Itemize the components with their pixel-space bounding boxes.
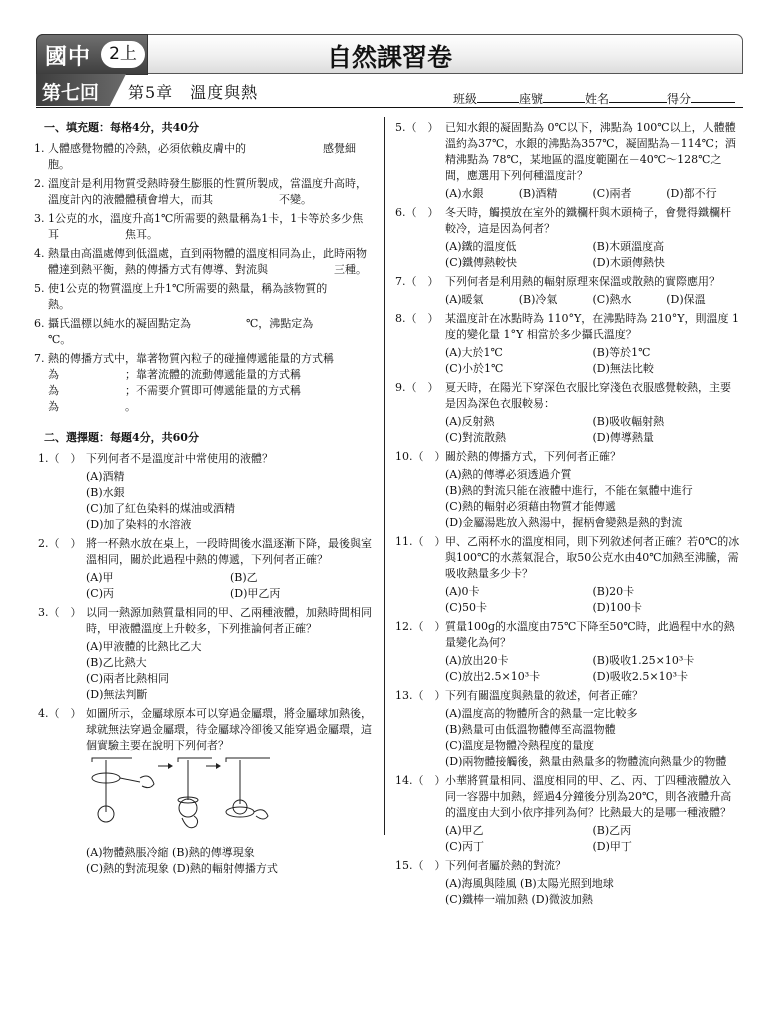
grade-pill: 2上 [101, 41, 145, 68]
answer-option: (A)水銀 [445, 187, 484, 200]
answer-option: (B)水銀 [86, 486, 125, 499]
question-text: 將一杯熱水放在桌上，一段時間後水溫逐漸下降，最後與室溫相同，關於此過程中熱的傳遞，下列何者正確？ [86, 537, 372, 566]
answer-option: (B)熱的對流只能在液體中進行，不能在氣體中進行 [445, 484, 693, 497]
mc-question [395, 311, 740, 343]
question-number: 4.（ ） [38, 707, 82, 720]
mc-question [395, 120, 740, 184]
answer-option: (B)冷氣 [518, 293, 558, 306]
info-field-blank [543, 91, 585, 103]
answer-options [445, 414, 740, 446]
answer-options [86, 639, 374, 703]
fill-question [34, 351, 374, 415]
left-column [34, 120, 394, 880]
answer-option: (A)熱的傳導必須透過介質 [445, 468, 572, 481]
question-text: 熱量由高溫處傳到低溫處，直到兩物體的溫度相同為止，此時兩物體達到熱平衡，熱的傳播方式有傳導、對流與 三種。 [48, 247, 367, 276]
answer-option: (C)放出2.5×10³卡 [445, 670, 541, 683]
header-sub-bar [36, 74, 743, 108]
paper-title: 自然課習卷 [326, 43, 452, 72]
question-text: 已知水銀的凝固點為 0℃以下，沸點為 100℃以上，人體體溫約為37℃，水銀的沸點為357℃，凝固點為－114℃；酒精沸點為 78℃，某地區的溫度範圍在－40℃～128℃之間，應選用下列何種溫度計？ [445, 121, 736, 182]
question-number: 2.（ ） [38, 537, 82, 550]
answer-option: (D)吸收2.5×10³卡 [592, 670, 689, 683]
fill-question [34, 141, 374, 173]
answer-option: (C)兩者比熱相同 [86, 672, 169, 685]
question-text: 使1公克的物質溫度上升1℃所需要的熱量，稱為該物質的 熱。 [48, 282, 394, 311]
answer-option: (A)反射熱 [445, 415, 495, 428]
answer-option: (C)熱的對流現象 (D)熱的輻射傳播方式 [86, 862, 278, 875]
question-number: 4. [34, 247, 45, 260]
question-number: 2. [34, 177, 45, 190]
fill-question [34, 176, 374, 208]
answer-option: (D)木頭傳熱快 [592, 256, 665, 269]
answer-option: (C)鐵傳熱較快 [445, 256, 517, 269]
answer-options [86, 845, 374, 877]
mc-question [395, 688, 740, 704]
mc-question [34, 536, 374, 568]
answer-option: (D)金屬湯匙放入熱湯中，握柄會變熱是熱的對流 [445, 516, 683, 529]
answer-options [86, 570, 374, 602]
question-text: 甲、乙兩杯水的溫度相同，則下列敘述何者正確？若0℃的冰與100℃的水蒸氣混合，取50公克水由40℃加熱至沸騰，需吸收熱量多少卡？ [445, 535, 740, 580]
answer-option: (C)熱的輻射必須藉由物質才能傳遞 [445, 500, 616, 513]
fill-question [34, 246, 374, 278]
answer-option: (B)20卡 [592, 585, 635, 598]
answer-option: (C)熱水 [592, 293, 632, 306]
answer-option: (D)兩物體接觸後，熱量由熱量多的物體流向熱量少的物體 [445, 755, 727, 768]
answer-option: (C)加了紅色染料的煤油或酒精 [86, 502, 235, 515]
answer-option: (D)加了染料的水溶液 [86, 518, 192, 531]
question-text: 下列有關溫度與熱量的敘述，何者正確？ [445, 689, 643, 702]
grade-label: 國中 [45, 45, 92, 70]
arrow-head [216, 763, 221, 769]
question-number: 7.（ ） [395, 275, 439, 288]
question-text: 質量100g的水溫度由75℃下降至50℃時，此過程中水的熱量變化為何？ [445, 620, 735, 649]
question-text: 如圖所示，金屬球原本可以穿過金屬環，將金屬球加熱後，球就無法穿過金屬環，待金屬球冷卻後又能穿過金屬環，這個實驗主要在說明下列何者？ [86, 707, 372, 752]
info-field-label: 座號 [518, 92, 543, 106]
info-field-label: 得分 [666, 92, 691, 106]
answer-option: (A)0卡 [445, 585, 480, 598]
answer-option: (C)兩者 [592, 187, 632, 200]
answer-option: (C)溫度是物體冷熱程度的量度 [445, 739, 594, 752]
mc-question [395, 619, 740, 651]
question-text: 熱的傳播方式中，靠著物質內粒子的碰撞傳遞能量的方式稱為 ；靠著流體的流動傳遞能量的方式稱為 ；不需要介質即可傳遞能量的方式稱為 。 [48, 352, 334, 413]
answer-option: (A)物體熱脹冷縮 (B)熱的傳導現象 [86, 846, 255, 859]
answer-option: (A)甲乙 [445, 824, 484, 837]
question-number: 1. [34, 142, 45, 155]
student-info-fields [453, 90, 735, 107]
info-field-label: 姓名 [584, 92, 609, 106]
question-text: 下列何者屬於熱的對流？ [445, 859, 566, 872]
question-number: 3. [34, 212, 45, 225]
answer-option: (D)無法判斷 [86, 688, 148, 701]
answer-option: (A)甲 [86, 571, 114, 584]
answer-option: (C)對流散熱 [445, 431, 506, 444]
question-number: 8.（ ） [395, 312, 439, 325]
answer-options [445, 239, 740, 271]
answer-option: (A)鐵的溫度低 [445, 240, 517, 253]
question-text: 溫度計是利用物質受熱時發生膨脹的性質所製成，當溫度升高時，溫度計內的液體體積會增大，而其 不變。 [48, 177, 367, 206]
metal-ring [226, 807, 254, 817]
answer-option: (A)海風與陸風 (B)太陽光照到地球 [445, 877, 614, 890]
answer-option: (A)大於1℃ [445, 346, 503, 359]
mc-question [34, 605, 374, 637]
question-number: 6.（ ） [395, 206, 439, 219]
mc-question [395, 380, 740, 412]
question-text: 夏天時，在陽光下穿深色衣服比穿淺色衣服感覺較熱，主要是因為深色衣服較易： [445, 381, 731, 410]
question-number: 12.（ ） [395, 620, 446, 633]
answer-option: (D)無法比較 [592, 362, 654, 375]
answer-option: (B)吸收輻射熱 [592, 415, 665, 428]
answer-option: (C)鐵棒一端加熱 (D)微波加熱 [445, 893, 593, 906]
hand-icon [140, 776, 154, 788]
answer-options [445, 584, 740, 616]
question-text: 小華將質量相同、溫度相同的甲、乙、丙、丁四種液體放入同一容器中加熱，經過4分鐘後分別為20℃，則各液體升高的溫度由大到小依序排列為何？比熱最大的是哪一種液體？ [445, 774, 732, 819]
question-text: 1公克的水，溫度升高1℃所需要的熱量稱為1卡，1卡等於多少焦耳 焦耳。 [48, 212, 364, 241]
question-text: 下列何者是利用熱的輻射原理來保溫或散熱的實際應用？ [445, 275, 720, 288]
mc-question [395, 449, 740, 465]
answer-option: (B)等於1℃ [592, 346, 651, 359]
answer-option: (A)甲液體的比熱比乙大 [86, 640, 202, 653]
mc-question [395, 534, 740, 582]
fill-question [34, 316, 380, 348]
mc-question [34, 451, 374, 467]
heated-ball [179, 799, 197, 817]
round-label: 第七回 [42, 82, 100, 104]
mc-question-list-right [395, 120, 740, 908]
answer-option: (D)傳導熱量 [592, 431, 654, 444]
question-text: 以同一熱源加熱質量相同的甲、乙兩種液體，加熱時間相同時，甲液體溫度上升較多，下列推論何者正確？ [86, 606, 372, 635]
header-rule [36, 107, 743, 108]
stand-bar [178, 758, 212, 762]
question-text: 某溫度計在冰點時為 110°Y，在沸點時為 210°Y，則溫度 1 度的變化量 1°Y 相當於多少攝氏溫度？ [445, 312, 740, 341]
header-title-bar [36, 34, 743, 74]
answer-options [445, 345, 740, 377]
info-field-label: 班級 [452, 92, 477, 106]
question-number: 7. [34, 352, 45, 365]
answer-option: (D)保溫 [666, 293, 706, 306]
answer-option: (C)丙丁 [445, 840, 484, 853]
question-number: 15.（ ） [395, 859, 446, 872]
info-field-blank [609, 91, 667, 103]
fill-question [34, 281, 394, 313]
answer-options [86, 469, 374, 533]
answer-option: (D)100卡 [592, 601, 642, 614]
answer-options [445, 292, 740, 308]
hand-icon [254, 810, 268, 819]
answer-option: (D)都不行 [666, 187, 717, 200]
question-number: 13.（ ） [395, 689, 446, 702]
mc-question [395, 858, 740, 874]
answer-options [445, 653, 740, 685]
answer-option: (C)小於1℃ [445, 362, 504, 375]
answer-option: (B)木頭溫度高 [592, 240, 665, 253]
answer-option: (B)熱量可由低溫物體傳至高溫物體 [445, 723, 616, 736]
question-number: 11.（ ） [395, 535, 446, 548]
mc-question [395, 205, 740, 237]
question-text: 冬天時，觸摸放在室外的鐵欄杆與木頭椅子，會覺得鐵欄杆較冷，這是因為何者？ [445, 206, 731, 235]
mc-section-title: 二、選擇題：每題4分，共60分 [44, 431, 199, 444]
question-number: 10.（ ） [395, 450, 446, 463]
answer-options [445, 706, 740, 770]
mc-question [395, 773, 740, 821]
answer-option: (C)丙 [86, 587, 114, 600]
column-divider [384, 117, 385, 835]
question-figure [84, 756, 374, 843]
answer-option: (B)乙 [230, 571, 258, 584]
fill-section-title: 一、填充題：每格4分，共40分 [44, 121, 199, 134]
answer-option: (B)乙比熱大 [86, 656, 147, 669]
answer-options [445, 467, 740, 531]
question-number: 14.（ ） [395, 774, 446, 787]
answer-options [445, 823, 740, 855]
stand-bar [92, 758, 132, 762]
fill-question [34, 211, 374, 243]
answer-option: (A)酒精 [86, 470, 125, 483]
chapter-title: 第5章 溫度與熱 [128, 83, 259, 102]
answer-option: (D)甲丁 [592, 840, 632, 853]
answer-option: (B)乙丙 [592, 824, 632, 837]
question-text: 下列何者不是溫度計中常使用的液體？ [86, 452, 273, 465]
answer-option: (D)甲乙丙 [230, 587, 281, 600]
stand-bar [226, 758, 270, 762]
question-number: 3.（ ） [38, 606, 82, 619]
fill-question-list [34, 141, 394, 415]
answer-option: (B)吸收1.25×10³卡 [592, 654, 695, 667]
mc-question-list-left [34, 451, 374, 877]
answer-option: (A)暖氣 [445, 293, 484, 306]
right-column [395, 120, 740, 911]
answer-option: (A)放出20卡 [445, 654, 509, 667]
question-text: 人體感覺物體的冷熱，必須依賴皮膚中的 感覺細胞。 [48, 142, 356, 171]
arrow-head [168, 763, 173, 769]
question-number: 5.（ ） [395, 121, 439, 134]
info-field-blank [691, 91, 735, 103]
answer-option: (B)酒精 [518, 187, 558, 200]
question-number: 6. [34, 317, 45, 330]
mc-question [34, 706, 374, 754]
hand-icon [182, 816, 198, 828]
info-field-blank [477, 91, 519, 103]
answer-options [445, 186, 740, 202]
answer-option: (C)50卡 [445, 601, 487, 614]
question-number: 5. [34, 282, 45, 295]
ring-handle [120, 778, 140, 782]
answer-option: (A)溫度高的物體所含的熱量一定比較多 [445, 707, 638, 720]
question-text: 關於熱的傳播方式，下列何者正確？ [445, 450, 621, 463]
ball-and-ring-diagram [84, 756, 274, 838]
question-text: 攝氏溫標以純水的凝固點定為 ℃，沸點定為 ℃。 [48, 317, 380, 346]
mc-question [395, 274, 740, 290]
question-number: 1.（ ） [38, 452, 82, 465]
question-number: 9.（ ） [395, 381, 439, 394]
answer-options [445, 876, 740, 908]
